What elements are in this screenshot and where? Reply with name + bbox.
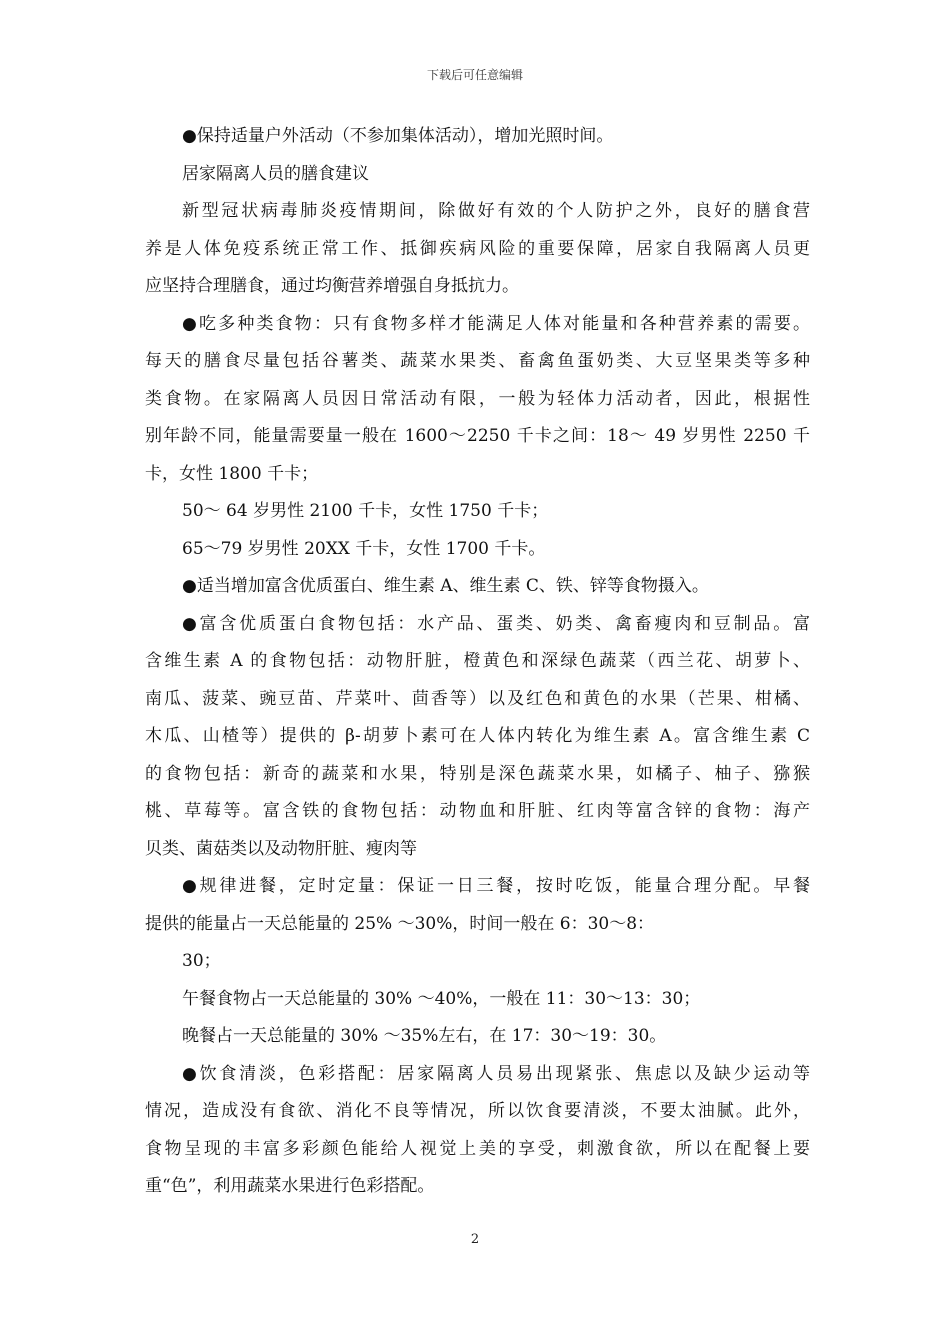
paragraph-line: ●保持适量户外活动（不参加集体活动），增加光照时间。 [182, 126, 614, 146]
paragraph-line: 食物呈现的丰富多彩颜色能给人视觉上美的享受，刺激食欲，所以在配餐上要 [145, 1138, 810, 1159]
paragraph-line: ●规律进餐，定时定量：保证一日三餐，按时吃饭，能量合理分配。早餐 [182, 876, 810, 896]
paragraph-line: 养是人体免疫系统正常工作、抵御疾病风险的重要保障，居家自我隔离人员更 [145, 238, 810, 259]
paragraph-line: 重“色”，利用蔬菜水果进行色彩搭配。 [145, 1176, 435, 1196]
paragraph-line: 30； [182, 951, 221, 971]
paragraph-line: 新型冠状病毒肺炎疫情期间，除做好有效的个人防护之外，良好的膳食营 [182, 201, 810, 221]
paragraph-line: 50～ 64 岁男性 2100 千卡，女性 1750 千卡； [182, 501, 549, 521]
paragraph-line: 应坚持合理膳食，通过均衡营养增强自身抵抗力。 [145, 276, 519, 296]
paragraph-line: 提供的能量占一天总能量的 25% ～30%，时间一般在 6：30～8： [145, 913, 655, 934]
paragraph-line: ●适当增加富含优质蛋白、维生素 A、维生素 C、铁、锌等食物摄入。 [182, 576, 709, 596]
page-number: 2 [470, 1232, 480, 1247]
section-heading: 居家隔离人员的膳食建议 [182, 163, 369, 184]
paragraph-line: 情况，造成没有食欲、消化不良等情况，所以饮食要清淡，不要太油腻。此外， [145, 1101, 810, 1121]
paragraph-line: 类食物。在家隔离人员因日常活动有限，一般为轻体力活动者，因此，根据性 [145, 388, 810, 409]
paragraph-line: 每天的膳食尽量包括谷薯类、蔬菜水果类、畜禽鱼蛋奶类、大豆坚果类等多种 [145, 351, 810, 371]
paragraph-line: 贝类、菌菇类以及动物肝脏、瘦肉等 [145, 838, 417, 859]
paragraph-line: 午餐食物占一天总能量的 30% ～40%，一般在 11：30～13：30； [182, 988, 701, 1009]
paragraph-line: ●富含优质蛋白食物包括：水产品、蛋类、奶类、禽畜瘦肉和豆制品。富 [182, 613, 810, 634]
paragraph-line: 南瓜、菠菜、豌豆苗、芹菜叶、茴香等）以及红色和黄色的水果（芒果、柑橘、 [145, 688, 810, 709]
paragraph-line: ●饮食清淡，色彩搭配：居家隔离人员易出现紧张、焦虑以及缺少运动等 [182, 1063, 810, 1084]
paragraph-line: 含维生素 A 的食物包括：动物肝脏，橙黄色和深绿色蔬菜（西兰花、胡萝卜、 [145, 651, 810, 671]
paragraph-line: ●吃多种类食物：只有食物多样才能满足人体对能量和各种营养素的需要。 [182, 313, 810, 334]
page-header: 下载后可任意编辑 [426, 68, 523, 82]
paragraph-line: 卡，女性 1800 千卡； [145, 463, 319, 484]
paragraph-line: 别年龄不同，能量需要量一般在 1600～2250 千卡之间：18～ 49 岁男性 2250 千 [145, 426, 810, 446]
paragraph-line: 晚餐占一天总能量的 30% ～35%左右，在 17：30～19：30。 [182, 1026, 667, 1046]
paragraph-line: 木瓜、山楂等）提供的 β-胡萝卜素可在人体内转化为维生素 A。富含维生素 C [145, 726, 810, 746]
paragraph-line: 桃、草莓等。富含铁的食物包括：动物血和肝脏、红肉等富含锌的食物：海产 [145, 801, 810, 821]
paragraph-line: 65～79 岁男性 20XX 千卡，女性 1700 千卡。 [182, 538, 546, 559]
document-body [145, 118, 810, 1206]
paragraph-line: 的食物包括：新奇的蔬菜和水果，特别是深色蔬菜水果，如橘子、柚子、猕猴 [145, 763, 810, 784]
